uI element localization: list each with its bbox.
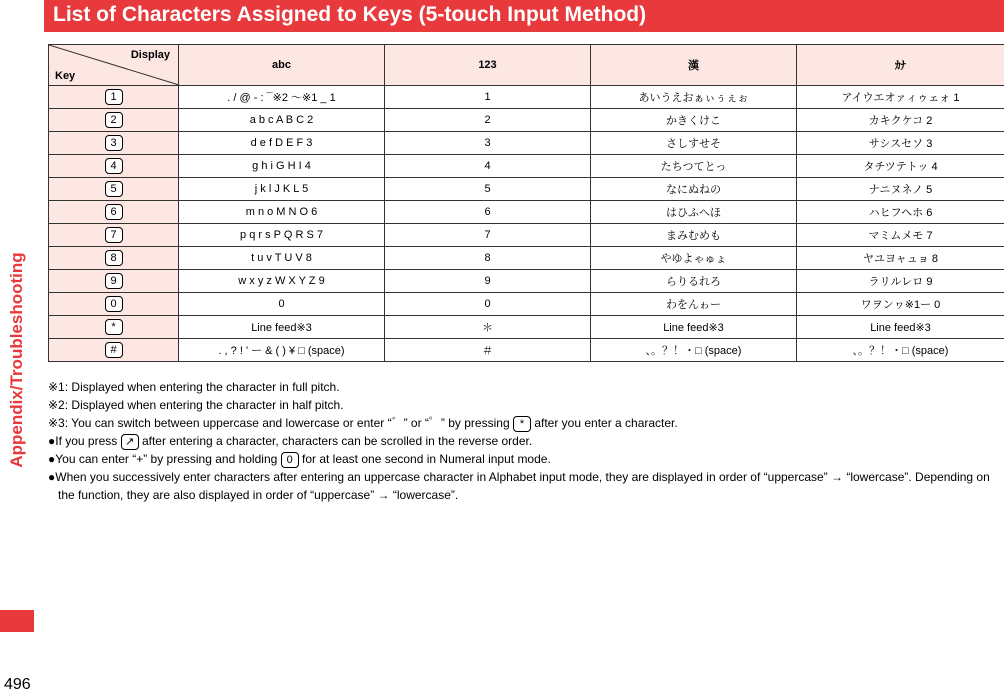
abc-cell: Line feed※3 (179, 316, 385, 339)
table-row (49, 109, 1004, 132)
key-4-icon: 4 (105, 158, 123, 174)
bullet-3: ●When you successively enter characters after entering an uppercase character in Alphabet input mode, they are displayed in order of “uppercase” → “lowercase”. Depending on the function, they are also displayed in order of “uppercase” → “lowercase”. (48, 468, 1004, 504)
key-cell (49, 270, 179, 293)
num-cell: 1 (385, 86, 591, 109)
kanji-cell: わをんゎー (591, 293, 797, 316)
abc-cell: d e f D E F 3 (179, 132, 385, 155)
abc-cell: p q r s P Q R S 7 (179, 224, 385, 247)
note-3-text-a: ※3: You can switch between uppercase and lowercase or enter “゛” or “゜” by pressing (48, 416, 510, 430)
key-8-icon: 8 (105, 250, 123, 266)
call-key-icon: ↗ (121, 434, 139, 450)
kanji-cell: なにぬねの (591, 178, 797, 201)
col-header-kana: ｶﾅ (797, 45, 1004, 86)
kana-cell: カキクケコ 2 (797, 109, 1004, 132)
note-1: ※1: Displayed when entering the character in full pitch. (48, 378, 1004, 396)
page-number: 496 (4, 676, 31, 694)
kanji-cell: かきくけこ (591, 109, 797, 132)
kanji-cell: はひふへほ (591, 201, 797, 224)
key-cell (49, 86, 179, 109)
col-header-kanji: 漢 (591, 45, 797, 86)
num-cell: 7 (385, 224, 591, 247)
side-tab-marker (0, 610, 34, 632)
table-row (49, 178, 1004, 201)
kana-cell: Line feed※3 (797, 316, 1004, 339)
key-cell (49, 224, 179, 247)
table-row (49, 132, 1004, 155)
num-cell: 9 (385, 270, 591, 293)
key-cell (49, 247, 179, 270)
note-2: ※2: Displayed when entering the character in half pitch. (48, 396, 1004, 414)
num-cell: 6 (385, 201, 591, 224)
num-cell: 3 (385, 132, 591, 155)
num-cell: ＊ (385, 316, 591, 339)
table-row (49, 224, 1004, 247)
kana-cell: ワヲンヮ※1ー 0 (797, 293, 1004, 316)
table-row (49, 247, 1004, 270)
kana-cell: ナニヌネノ 5 (797, 178, 1004, 201)
abc-cell: m n o M N O 6 (179, 201, 385, 224)
kanji-cell: 、。？！・□ (space) (591, 339, 797, 362)
notes-section (48, 378, 1004, 504)
abc-cell: 0 (179, 293, 385, 316)
key-hash-icon: # (105, 342, 123, 358)
abc-cell: t u v T U V 8 (179, 247, 385, 270)
kana-cell: マミムメモ 7 (797, 224, 1004, 247)
kanji-cell: やゆよゃゅょ (591, 247, 797, 270)
num-cell: 5 (385, 178, 591, 201)
num-cell: 8 (385, 247, 591, 270)
asterisk-key-icon: * (513, 416, 531, 432)
abc-cell: j k l J K L 5 (179, 178, 385, 201)
key-cell (49, 132, 179, 155)
abc-cell: g h i G H I 4 (179, 155, 385, 178)
col-header-123: 123 (385, 45, 591, 86)
key-cell (49, 339, 179, 362)
section-tab-label: Appendix/Troubleshooting (4, 242, 30, 478)
kana-cell: サシスセソ 3 (797, 132, 1004, 155)
key-cell (49, 155, 179, 178)
kanji-cell: らりるれろ (591, 270, 797, 293)
table-row (49, 339, 1004, 362)
kana-cell: 、。？！・□ (space) (797, 339, 1004, 362)
key-cell (49, 178, 179, 201)
key-cell (49, 109, 179, 132)
num-cell: 4 (385, 155, 591, 178)
table-row (49, 155, 1004, 178)
table-header-row (49, 45, 1004, 86)
bullet-1-text-a: ●If you press (48, 434, 117, 448)
character-table (48, 44, 1004, 362)
kana-cell: ラリルレロ 9 (797, 270, 1004, 293)
title-band (44, 0, 1004, 32)
abc-cell: a b c A B C 2 (179, 109, 385, 132)
col-header-abc: abc (179, 45, 385, 86)
key-6-icon: 6 (105, 204, 123, 220)
abc-cell: . / @ - : ¯※2 ～※1 _ 1 (179, 86, 385, 109)
bullet-1 (48, 432, 1004, 450)
key-cell (49, 316, 179, 339)
key-7-icon: 7 (105, 227, 123, 243)
kana-cell: タチツテトッ 4 (797, 155, 1004, 178)
key-2-icon: 2 (105, 112, 123, 128)
kanji-cell: あいうえおぁぃぅぇぉ (591, 86, 797, 109)
key-5-icon: 5 (105, 181, 123, 197)
key-asterisk-icon: * (105, 319, 123, 335)
key-1-icon: 1 (105, 89, 123, 105)
note-3-text-b: after you enter a character. (534, 416, 677, 430)
kanji-cell: Line feed※3 (591, 316, 797, 339)
bullet-2-text-b: for at least one second in Numeral input mode. (302, 452, 551, 466)
key-cell (49, 201, 179, 224)
table-row (49, 201, 1004, 224)
key-3-icon: 3 (105, 135, 123, 151)
zero-key-icon: 0 (281, 452, 299, 468)
key-9-icon: 9 (105, 273, 123, 289)
bullet-1-text-b: after entering a character, characters can be scrolled in the reverse order. (142, 434, 532, 448)
kana-cell: アイウエオァィゥェォ 1 (797, 86, 1004, 109)
kanji-cell: さしすせそ (591, 132, 797, 155)
kanji-cell: たちつてとっ (591, 155, 797, 178)
bullet-2-text-a: ●You can enter “+” by pressing and holding (48, 452, 277, 466)
key-0-icon: 0 (105, 296, 123, 312)
corner-cell (49, 45, 179, 86)
kanji-cell: まみむめも (591, 224, 797, 247)
note-3 (48, 414, 1004, 432)
kana-cell: ヤユヨャュョ 8 (797, 247, 1004, 270)
num-cell: 0 (385, 293, 591, 316)
corner-display-label: Display (131, 49, 170, 61)
key-cell (49, 293, 179, 316)
num-cell: ＃ (385, 339, 591, 362)
num-cell: 2 (385, 109, 591, 132)
table-row (49, 293, 1004, 316)
kana-cell: ハヒフヘホ 6 (797, 201, 1004, 224)
page-title: List of Characters Assigned to Keys (5-touch Input Method) (53, 3, 646, 27)
abc-cell: . , ? ! ' ー & ( ) ¥ □ (space) (179, 339, 385, 362)
bullet-2 (48, 450, 1004, 468)
table-row (49, 270, 1004, 293)
table-row (49, 316, 1004, 339)
table-row (49, 86, 1004, 109)
corner-key-label: Key (55, 70, 75, 82)
abc-cell: w x y z W X Y Z 9 (179, 270, 385, 293)
